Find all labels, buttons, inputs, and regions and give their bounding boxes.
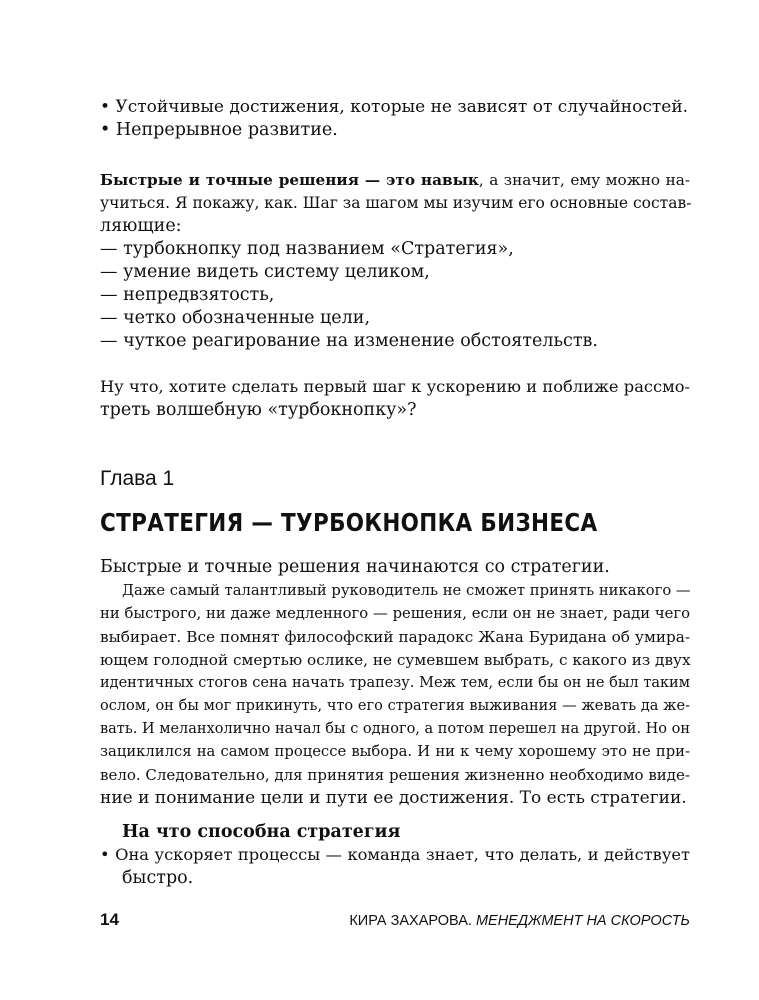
paragraph-line: треть волшебную «турбокнопку»? [100, 400, 417, 420]
page-number: 14 [100, 910, 119, 929]
bullet-item: • Устойчивые достижения, которые не зависят от случайностей. [100, 97, 689, 117]
paragraph-line: Быстрые и точные решения начинаются со стратегии. [100, 557, 610, 577]
paragraph-line: вать. И меланхолично начал бы с одного, а потом перешел на другой. Но он [100, 721, 691, 737]
paragraph-line: Даже самый талантливый руководитель не сможет принять никакого — [122, 582, 691, 599]
footer-author: КИРА ЗАХАРОВА. [349, 913, 472, 929]
paragraph-line [100, 168, 690, 192]
text-run: , а значит, ему можно на- [478, 171, 690, 189]
paragraph-line: ни быстрого, ни даже медленного — решения, если он не знает, ради чего [100, 605, 690, 622]
paragraph-line: выбирает. Все помнят философский парадокс Жана Буридана об умира- [100, 628, 690, 646]
bold-phrase: Быстрые и точные решения — это навык [100, 171, 479, 189]
bullet-item: • Непрерывное развитие. [100, 120, 338, 140]
paragraph-line: ющем голодной смертью ослике, не сумевшем выбрать, с какого из двух [100, 651, 691, 669]
paragraph-line: Ну что, хотите сделать первый шаг к ускорению и поближе рассмо- [100, 377, 690, 396]
paragraph-line: ляющие: [100, 216, 182, 236]
dash-list-item: — четко обозначенные цели, [100, 308, 371, 328]
paragraph-line: идентичных стогов сена начать трапезу. Меж тем, если бы он не был таким [100, 675, 690, 691]
dash-list-item: — турбокнопку под названием «Стратегия», [100, 239, 514, 259]
bullet-continuation: быстро. [122, 868, 194, 888]
section-subheading: На что способна стратегия [122, 822, 401, 842]
chapter-label: Глава 1 [100, 467, 175, 490]
dash-list-item: — непредвзятость, [100, 285, 275, 305]
paragraph-line: зациклился на самом процессе выбора. И ни к чему хорошему это не при- [100, 743, 690, 760]
paragraph-line: ослом, он бы мог прикинуть, что его стратегия выживания — жевать да же- [100, 698, 690, 714]
bullet-item: • Она ускоряет процессы — команда знает, что делать, и действует [100, 845, 690, 864]
paragraph-line: учиться. Я покажу, как. Шаг за шагом мы изучим его основные состав- [100, 194, 692, 212]
paragraph-line: ние и понимание цели и пути ее достижения. То есть стратегии. [100, 788, 687, 808]
running-footer [349, 910, 690, 932]
paragraph-line: вело. Следовательно, для принятия решения жизненно необходимо виде- [100, 766, 690, 784]
footer-book-title: МЕНЕДЖМЕНТ НА СКОРОСТЬ [475, 913, 690, 929]
dash-list-item: — умение видеть систему целиком, [100, 262, 430, 282]
chapter-title: СТРАТЕГИЯ — ТУРБОКНОПКА БИЗНЕСА [100, 508, 598, 537]
dash-list-item: — чуткое реагирование на изменение обстоятельств. [100, 331, 598, 351]
